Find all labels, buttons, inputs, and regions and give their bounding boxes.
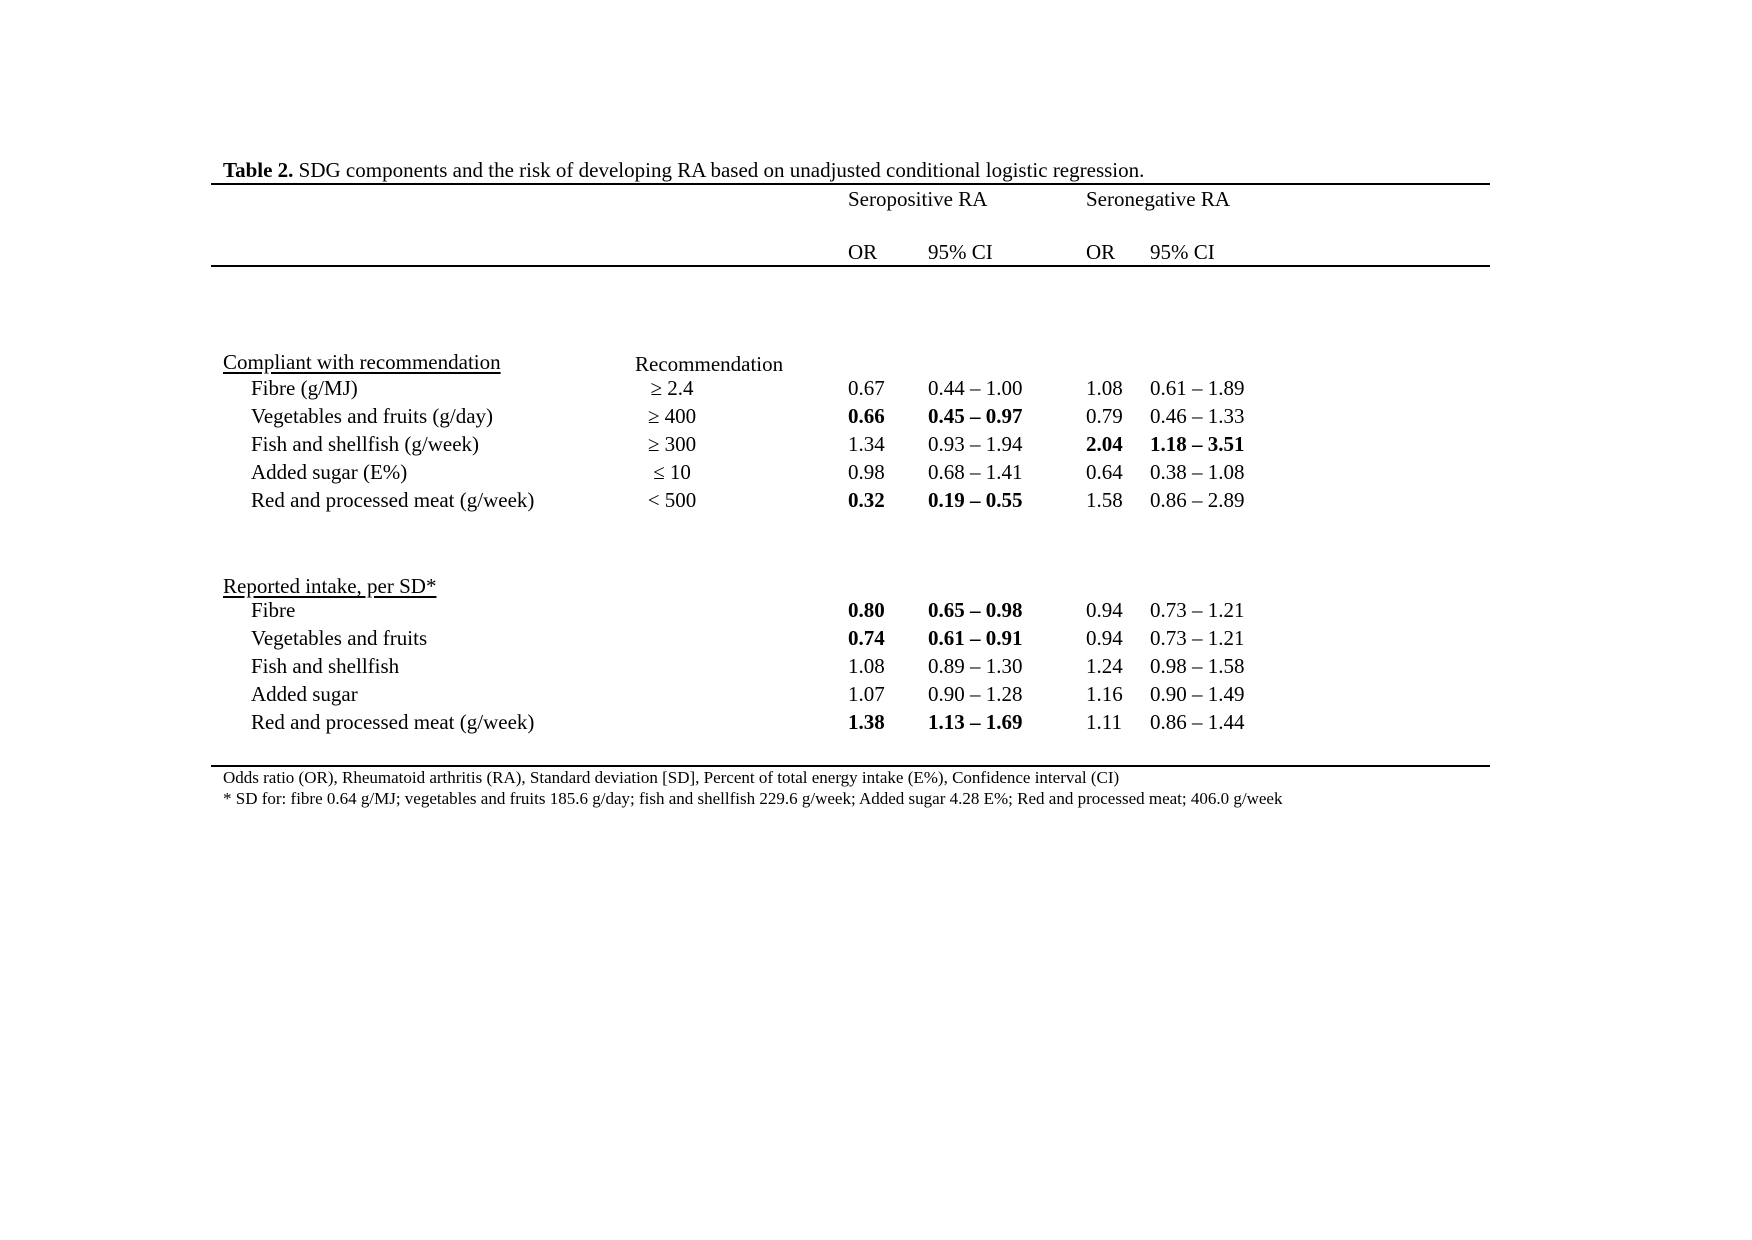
row-or-seropositive: 1.38	[848, 710, 885, 734]
table-row	[0, 402, 1752, 430]
footnote-sd: * SD for: fibre 0.64 g/MJ; vegetables and fruits 185.6 g/day; fish and shellfish 229.6 g/week; Added sugar 4.28 E%; Red and processed meat; 406.0 g/week	[223, 789, 1283, 808]
table-row	[0, 458, 1752, 486]
row-label: Fish and shellfish	[251, 654, 400, 678]
row-recommendation: ≤ 10	[653, 460, 691, 484]
top-rule	[211, 183, 1490, 185]
row-ci-seronegative: 0.90 – 1.49	[1150, 682, 1245, 706]
row-recommendation: ≥ 300	[647, 432, 697, 456]
row-or-seronegative: 0.94	[1086, 626, 1123, 650]
table-row	[0, 430, 1752, 458]
header-ci-seropositive: 95% CI	[928, 240, 993, 264]
row-or-seropositive: 1.34	[848, 432, 885, 456]
recommendation-header: Recommendation	[635, 352, 784, 376]
table-caption-text: SDG components and the risk of developing RA based on unadjusted conditional logistic regression.	[293, 158, 1145, 182]
footnote-abbreviations: Odds ratio (OR), Rheumatoid arthritis (RA), Standard deviation [SD], Percent of total energy intake (E%), Confidence interval (CI)	[223, 768, 1120, 787]
row-or-seronegative: 1.08	[1086, 376, 1123, 400]
table-row	[0, 652, 1752, 680]
table-row	[0, 374, 1752, 402]
row-or-seropositive: 0.32	[848, 488, 885, 512]
row-or-seronegative: 0.79	[1086, 404, 1123, 428]
row-or-seronegative: 0.64	[1086, 460, 1123, 484]
row-or-seropositive: 1.07	[848, 682, 885, 706]
table-row	[0, 486, 1752, 514]
row-ci-seropositive: 1.13 – 1.69	[928, 710, 1023, 734]
row-ci-seropositive: 0.61 – 0.91	[928, 626, 1023, 650]
row-ci-seropositive: 0.89 – 1.30	[928, 654, 1023, 678]
table-row	[0, 624, 1752, 652]
row-recommendation: ≥ 400	[647, 404, 697, 428]
row-label: Fibre (g/MJ)	[251, 376, 358, 400]
header-or-seronegative: OR	[1086, 240, 1116, 264]
row-label: Vegetables and fruits	[251, 626, 428, 650]
row-ci-seropositive: 0.65 – 0.98	[928, 598, 1023, 622]
table-caption-label: Table 2.	[223, 158, 294, 182]
row-or-seronegative: 1.16	[1086, 682, 1123, 706]
row-ci-seronegative: 0.73 – 1.21	[1150, 598, 1245, 622]
table-row	[0, 708, 1752, 736]
row-or-seronegative: 1.11	[1086, 710, 1122, 734]
row-label: Red and processed meat (g/week)	[251, 710, 535, 734]
row-label: Red and processed meat (g/week)	[251, 488, 535, 512]
row-label: Added sugar	[251, 682, 358, 706]
row-ci-seronegative: 0.86 – 1.44	[1150, 710, 1245, 734]
row-label: Vegetables and fruits (g/day)	[251, 404, 494, 428]
row-label: Fish and shellfish (g/week)	[251, 432, 480, 456]
row-ci-seropositive: 0.68 – 1.41	[928, 460, 1023, 484]
header-or-seropositive: OR	[848, 240, 878, 264]
row-or-seropositive: 0.80	[848, 598, 885, 622]
row-or-seronegative: 1.58	[1086, 488, 1123, 512]
table-caption	[223, 158, 1144, 182]
row-ci-seropositive: 0.44 – 1.00	[928, 376, 1023, 400]
table-row	[0, 680, 1752, 708]
row-ci-seronegative: 0.46 – 1.33	[1150, 404, 1245, 428]
row-recommendation: ≥ 2.4	[650, 376, 694, 400]
section-compliant-title: Compliant with recommendation	[223, 350, 501, 374]
row-ci-seropositive: 0.93 – 1.94	[928, 432, 1023, 456]
row-ci-seropositive: 0.19 – 0.55	[928, 488, 1023, 512]
section-intake-title: Reported intake, per SD*	[223, 574, 437, 598]
header-ci-seronegative: 95% CI	[1150, 240, 1215, 264]
row-label: Fibre	[251, 598, 296, 622]
row-or-seropositive: 0.74	[848, 626, 885, 650]
row-or-seropositive: 1.08	[848, 654, 885, 678]
row-recommendation: < 500	[647, 488, 697, 512]
row-or-seropositive: 0.98	[848, 460, 885, 484]
row-ci-seronegative: 0.61 – 1.89	[1150, 376, 1245, 400]
row-or-seronegative: 0.94	[1086, 598, 1123, 622]
header-rule	[211, 265, 1490, 267]
row-ci-seronegative: 0.73 – 1.21	[1150, 626, 1245, 650]
row-ci-seronegative: 0.86 – 2.89	[1150, 488, 1245, 512]
row-ci-seropositive: 0.45 – 0.97	[928, 404, 1023, 428]
row-or-seronegative: 2.04	[1086, 432, 1123, 456]
header-seronegative: Seronegative RA	[1086, 187, 1231, 211]
row-ci-seronegative: 1.18 – 3.51	[1150, 432, 1245, 456]
row-or-seronegative: 1.24	[1086, 654, 1123, 678]
header-seropositive: Seropositive RA	[848, 187, 988, 211]
row-ci-seropositive: 0.90 – 1.28	[928, 682, 1023, 706]
row-or-seropositive: 0.66	[848, 404, 885, 428]
row-or-seropositive: 0.67	[848, 376, 885, 400]
table-row	[0, 596, 1752, 624]
row-ci-seronegative: 0.38 – 1.08	[1150, 460, 1245, 484]
row-label: Added sugar (E%)	[251, 460, 408, 484]
row-ci-seronegative: 0.98 – 1.58	[1150, 654, 1245, 678]
bottom-rule	[211, 765, 1490, 767]
